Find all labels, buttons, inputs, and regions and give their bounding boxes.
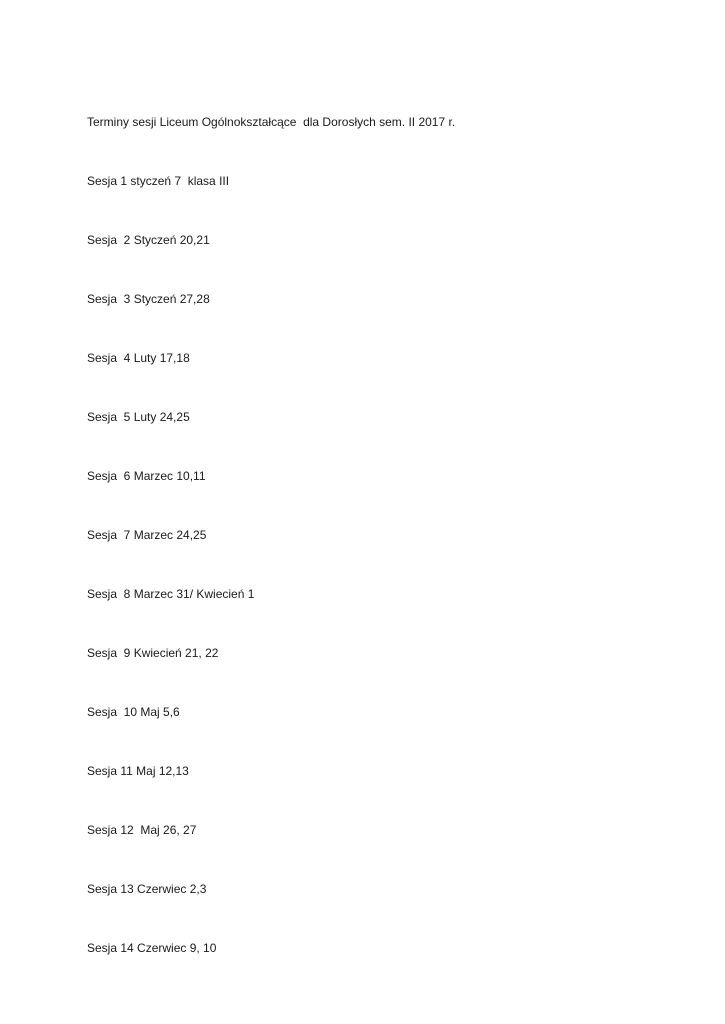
session-line-13: Sesja 13 Czerwiec 2,3 (87, 882, 207, 896)
session-line-5: Sesja 5 Luty 24,25 (87, 410, 190, 424)
session-line-9: Sesja 9 Kwiecień 21, 22 (87, 646, 219, 660)
session-line-11: Sesja 11 Maj 12,13 (87, 764, 189, 778)
session-line-14: Sesja 14 Czerwiec 9, 10 (87, 941, 217, 955)
session-line-2: Sesja 2 Styczeń 20,21 (87, 233, 210, 247)
session-line-6: Sesja 6 Marzec 10,11 (87, 469, 206, 483)
session-line-3: Sesja 3 Styczeń 27,28 (87, 292, 210, 306)
session-line-12: Sesja 12 Maj 26, 27 (87, 823, 197, 837)
session-line-4: Sesja 4 Luty 17,18 (87, 351, 190, 365)
session-line-8: Sesja 8 Marzec 31/ Kwiecień 1 (87, 587, 255, 601)
session-line-1: Sesja 1 styczeń 7 klasa III (87, 174, 230, 188)
session-line-7: Sesja 7 Marzec 24,25 (87, 528, 207, 542)
document-title: Terminy sesji Liceum Ogólnokształcące dla Dorosłych sem. II 2017 r. (87, 115, 456, 129)
session-line-10: Sesja 10 Maj 5,6 (87, 705, 180, 719)
document-content (87, 86, 647, 999)
